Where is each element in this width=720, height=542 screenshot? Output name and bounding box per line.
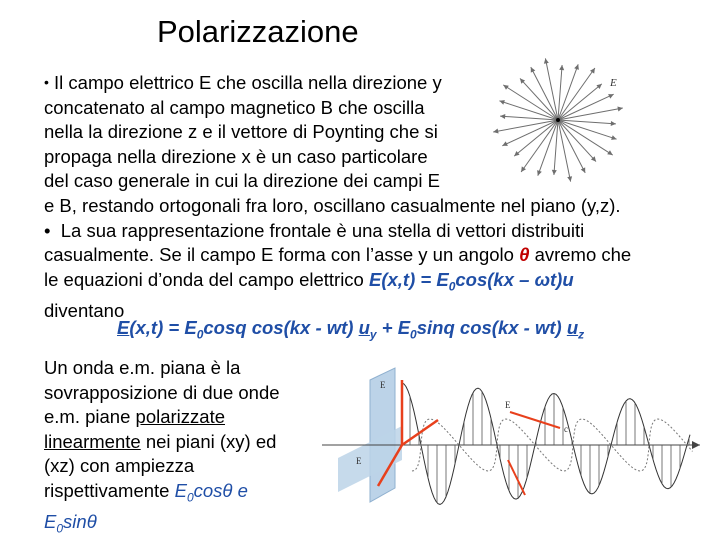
eq-sub-y: y — [369, 327, 377, 342]
eq-inline-sub: 0 — [448, 279, 456, 294]
eq-part-3: + E — [381, 317, 411, 338]
star-axis-label: E — [610, 77, 617, 89]
polarization-equation — [117, 317, 584, 342]
amp1-theta: θ — [222, 479, 233, 501]
p1-line-4: propaga nella direzione x è un caso particolare — [44, 145, 428, 167]
p1-line-5: del caso generale in cui la direzione dei campi E — [44, 170, 440, 192]
e-lower-arrow — [508, 460, 525, 495]
p1-text-1: Il campo elettrico E che oscilla nella direzione y — [54, 72, 442, 93]
lower-line-3a: e.m. piane — [44, 406, 131, 428]
lower-line-1: Un onda e.m. piana è la — [44, 357, 241, 378]
p1-line-3: nella la direzione z e il vettore di Poynting che si — [44, 121, 438, 143]
lower-line-3 — [44, 405, 280, 430]
lower-amplitude-1 — [174, 479, 248, 505]
eq-part-1: (x,t) = E — [129, 317, 197, 338]
paragraph-1 — [44, 70, 631, 324]
p2-line-2 — [44, 243, 631, 268]
amp1-cos: cos — [193, 479, 223, 501]
lower-line-4 — [44, 430, 280, 455]
eq-part-2: cosq cos(kx - wt) — [203, 317, 354, 338]
lower-line-7 — [44, 510, 280, 541]
eq-u-z: u — [566, 317, 579, 338]
eq-inline-c: t)u — [550, 268, 574, 290]
p2-text-1: La sua rappresentazione frontale è una stella di vettori distribuiti — [60, 219, 585, 241]
label-e-y: E — [380, 380, 386, 390]
lower-line-4b: nei piani (xy) ed — [145, 430, 277, 452]
eq-sub-0: 0 — [196, 327, 204, 342]
p1-line-6: e B, restando ortogonali fra loro, oscillano casualmente nel piano (y,z). — [44, 194, 621, 216]
wave-e-vectors — [410, 392, 689, 503]
lower-paragraph — [44, 356, 280, 542]
amp2-theta: θ — [86, 511, 97, 533]
amp2-e: E — [44, 511, 57, 533]
polarized-wave-figure — [310, 340, 705, 525]
p1-line-2: concatenato al campo magnetico B che oscilla — [44, 96, 425, 118]
amp1-and: e — [237, 479, 248, 501]
lower-line-6a: rispettivamente — [44, 479, 170, 501]
wave-equation-inline — [369, 268, 574, 294]
lower-line-4a: linearmente — [44, 430, 141, 452]
p2-line-3 — [44, 268, 631, 299]
lower-line-2: sovrapposizione di due onde — [44, 381, 280, 403]
e-propagation-arrow — [510, 412, 560, 428]
eq-u-y: u — [358, 317, 370, 338]
wave-axis-arrowhead — [692, 441, 700, 449]
label-e: E — [505, 400, 511, 410]
amp2-sin: sin — [63, 511, 87, 533]
p2-text-2a: casualmente. Se il campo E forma con l’asse y un angolo — [44, 244, 514, 266]
eq-part-4: sinq cos(kx - wt) — [416, 317, 562, 338]
p2-text-3a: le equazioni d’onda del campo elettrico — [44, 268, 364, 290]
label-e-z: E — [356, 456, 362, 466]
slide-title: Polarizzazione — [157, 14, 359, 49]
p2-line-4: diventano — [44, 300, 125, 322]
eq-e-vector: E — [117, 317, 130, 338]
eq-inline-b: cos(kx – — [455, 268, 530, 290]
omega-symbol: ω — [534, 268, 551, 290]
p2-text-2b: avremo che — [534, 244, 632, 266]
bullet-dot-2: • — [44, 219, 51, 241]
p1-line-1 — [44, 70, 631, 96]
eq-sub-0b: 0 — [410, 327, 417, 342]
eq-inline-a: E(x,t) = E — [369, 268, 449, 290]
wave-e-curve — [402, 383, 690, 504]
lower-line-5: (xz) con ampiezza — [44, 455, 195, 477]
amp2-sub: 0 — [56, 521, 64, 536]
label-c: c — [564, 424, 568, 434]
star-ray-arrowhead — [544, 58, 549, 63]
amp1-sub: 0 — [186, 490, 194, 505]
lower-line-3b: polarizzate — [135, 406, 225, 428]
lower-line-6 — [44, 479, 280, 510]
p2-line-1 — [44, 219, 631, 244]
bullet-dot: • — [44, 74, 49, 90]
amp1-e: E — [174, 479, 187, 501]
theta-symbol: θ — [519, 244, 530, 266]
eq-sub-z: z — [578, 327, 585, 342]
